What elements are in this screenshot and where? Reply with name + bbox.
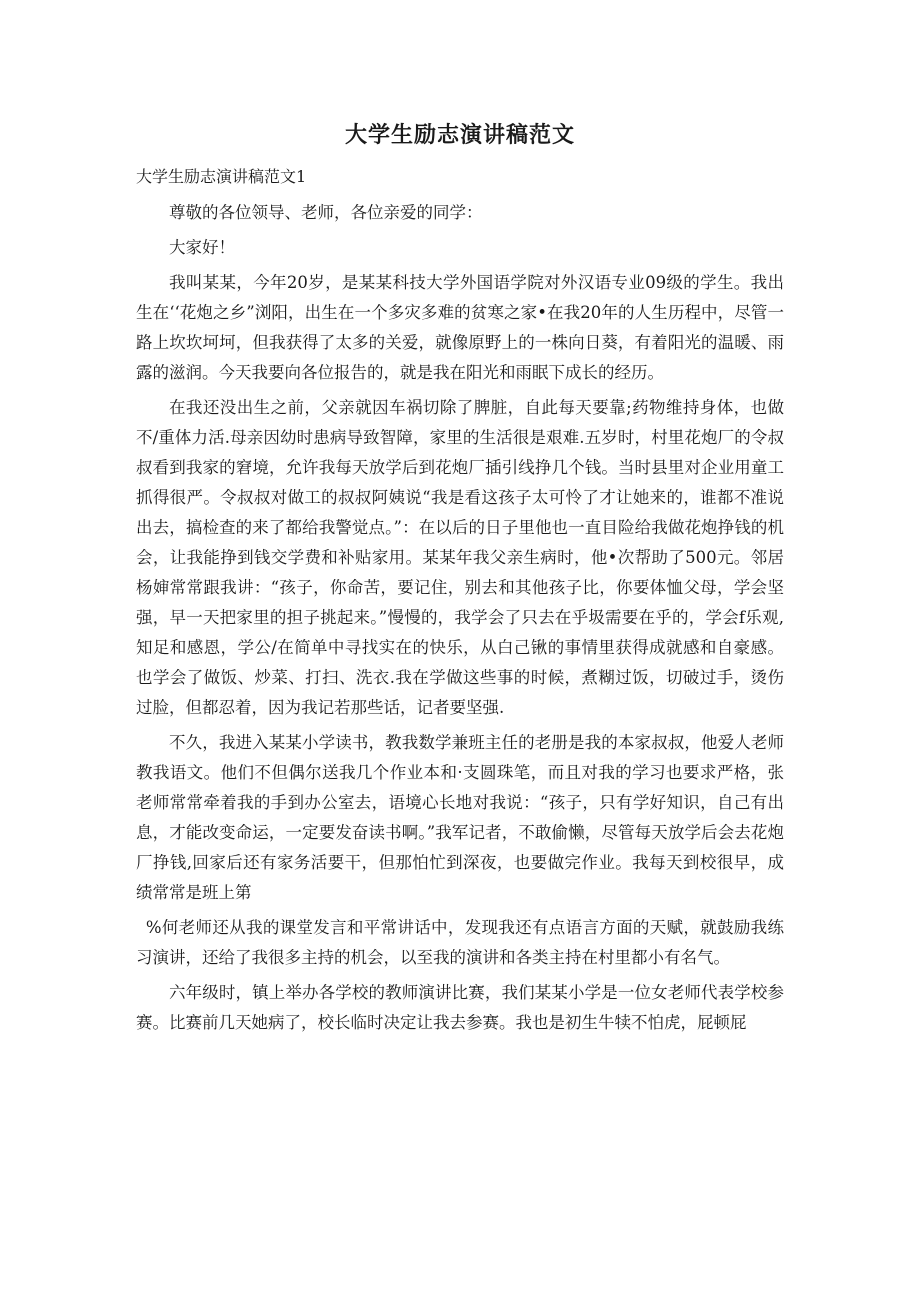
paragraph: 我叫某某，今年20岁，是某某科技大学外国语学院对外汉语专业09级的学生。我出生在‘‘花炮之乡”浏阳，出生在一个多灾多难的贫寒之家•在我20年的人生历程中，尽管一路上坎坎坷坷，但我获得了太多的关爱，就像原野上的一株向日葵，有着阳光的温暖、雨露的滋润。今天我要向各位报告的，就是我在阳光和雨眠下成长的经历。 xyxy=(136,273,784,382)
document-body xyxy=(136,198,784,1043)
document-title: 大学生励志演讲稿范文 xyxy=(344,123,575,148)
paragraph-salutation: 尊敬的各位领导、老师，各位亲爱的同学： xyxy=(169,203,483,222)
document-subtitle: 大学生励志演讲稿范文1 xyxy=(136,167,307,186)
paragraph-greeting: 大家好！ xyxy=(169,238,235,257)
paragraph: 不久，我进入某某小学读书，教我数学兼班主任的老册是我的本家叔叔，他爱人老师教我语文。他们不但偶尔送我几个作业本和·支圆珠笔，而且对我的学习也要求严格，张老师常常牵着我的手到办公室去，语境心长地对我说：“孩子，只有学好知识，自己有出息，才能改变命运，一定要发奋读书啊。”我军记者，不敢偷懒，尽管每天放学后会去花炮厂挣钱,回家后还有家务活要干，但那怕忙到深夜，也要做完作业。我每天到校很早，成绩常常是班上第 xyxy=(136,733,784,902)
paragraph: 六年级时，镇上举办各学校的教师演讲比赛，我们某某小学是一位女老师代表学校参赛。比赛前几天她病了，校长临时决定让我去参赛。我也是初生牛犊不怕虎，屁顿屁 xyxy=(136,983,784,1032)
paragraph: 在我还没出生之前，父亲就因车祸切除了脾脏，自此每天要靠;药物维持身体，也做不/重体力活.母亲因幼时患病导致智障，家里的生活很是艰难.五岁时，村里花炮厂的令叔叔看到我家的窘境，允许我每天放学后到花炮厂插引线挣几个钱。当时县里对企业用童工抓得很严。令叔叔对做工的叔叔阿姨说“我是看这孩子太可怜了才让她来的，谁都不准说出去，搞检查的来了都给我警觉点。”：在以后的日子里他也一直目险给我做花炮挣钱的机会，让我能挣到钱交学费和补贴家用。某某年我父亲生病时，他•次帮助了500元。邻居杨婶常常跟我讲：“孩子，你命苦，要记住，别去和其他孩子比，你要体恤父母，学会坚强，早一天把家里的担子挑起来。”慢慢的，我学会了只去在乎圾需要在乎的，学会f乐观,知足和感恩，学公/在简单中寻找实在的快乐，从白己锹的事情里获得成就感和自豪感。也学会了做饭、炒菜、打扫、洗衣.我在学做这些事的时候，煮糊过饭，切破过手，烫伤过脸，但都忍着，因为我记若那些话，记者要坚强. xyxy=(136,398,784,717)
paragraph: %何老师还从我的课堂发言和平常讲话中，发现我还有点语言方面的天赋，就鼓励我练习演讲，还给了我很多主持的机会，以至我的演讲和各类主持在村里都小有名气。 xyxy=(136,918,784,967)
